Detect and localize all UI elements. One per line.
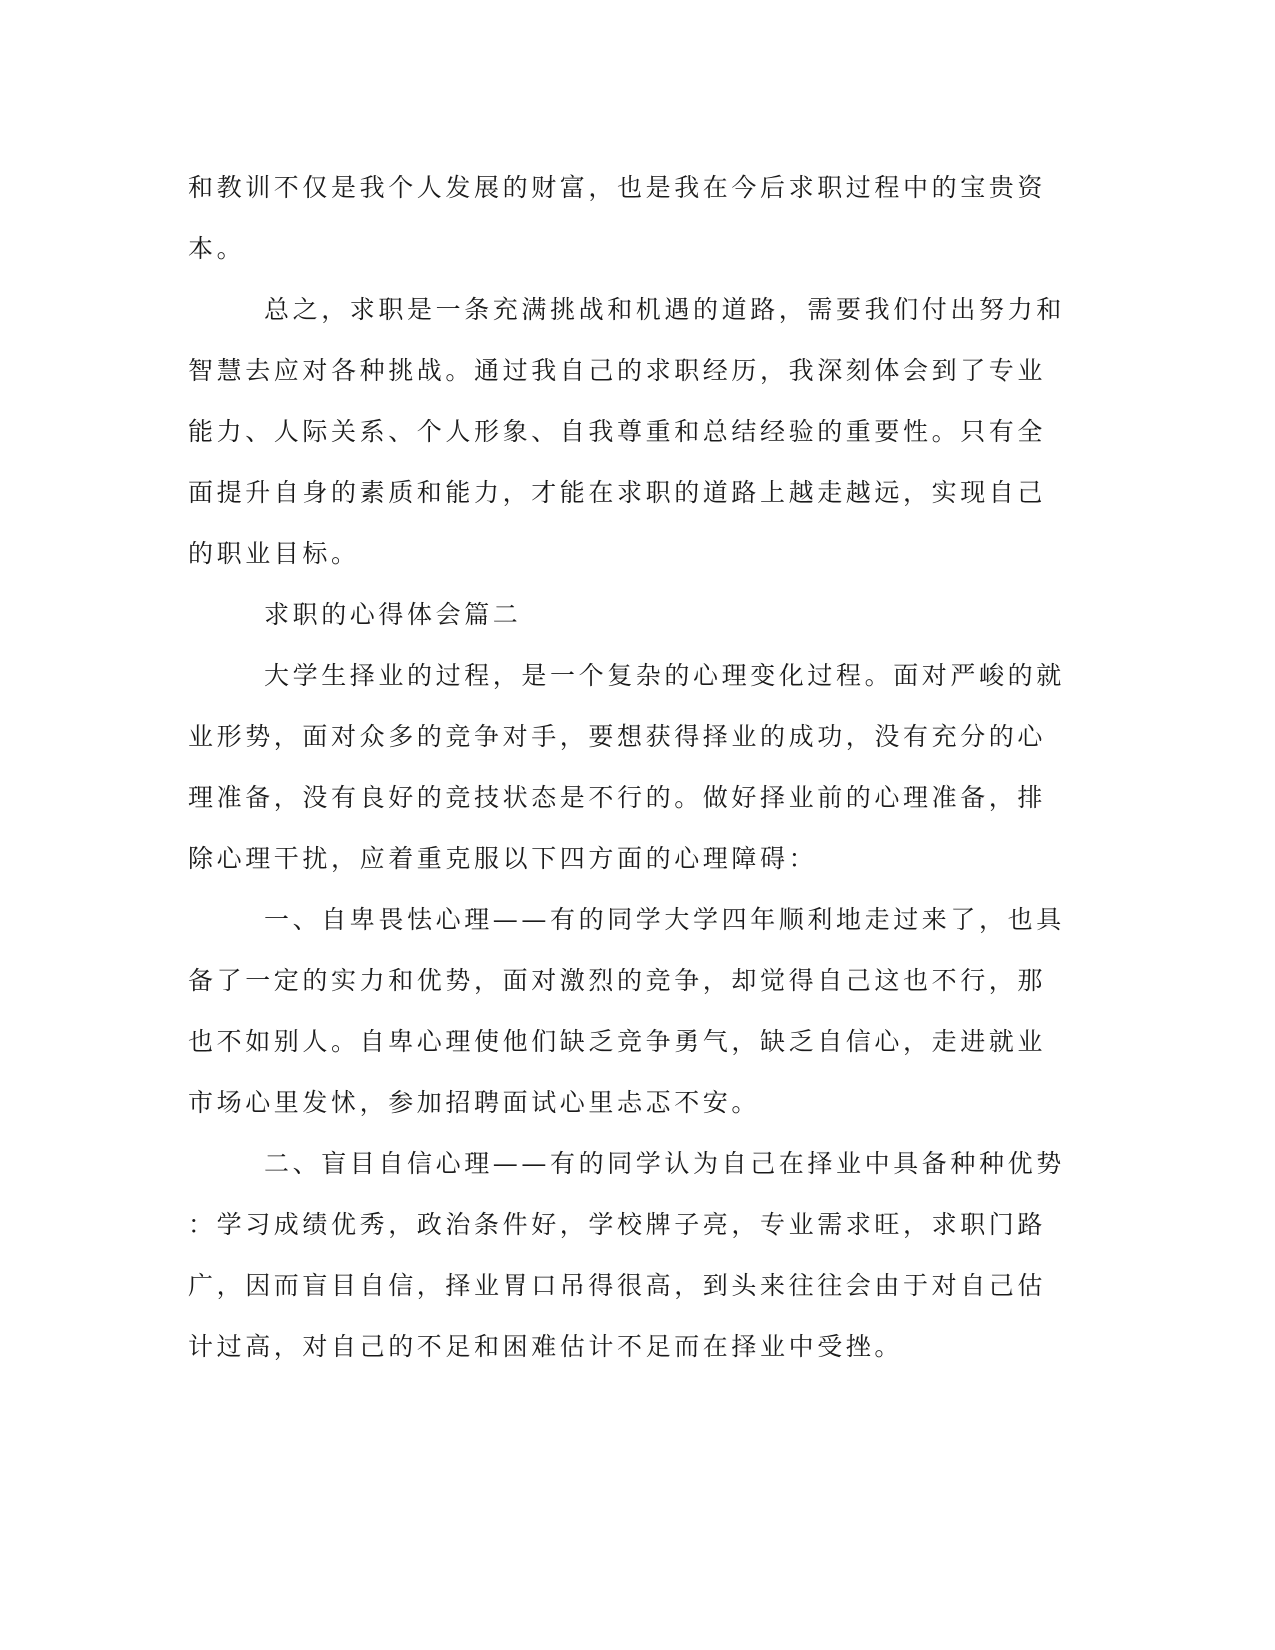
text-line: 备了一定的实力和优势，面对激烈的竞争，却觉得自己这也不行，那	[188, 966, 1047, 995]
text-line: 的职业目标。	[188, 539, 360, 568]
text-line: 面提升自身的素质和能力，才能在求职的道路上越走越远，实现自己	[188, 478, 1047, 507]
text-line: 和教训不仅是我个人发展的财富，也是我在今后求职过程中的宝贵资	[188, 173, 1047, 202]
paragraph-start-line: 一、自卑畏怯心理——有的同学大学四年顺利地走过来了，也具	[264, 905, 1065, 934]
text-line: 业形势，面对众多的竞争对手，要想获得择业的成功，没有充分的心	[188, 722, 1047, 751]
text-line: 广，因而盲目自信，择业胃口吊得很高，到头来往往会由于对自己估	[188, 1271, 1047, 1300]
text-line: 智慧去应对各种挑战。通过我自己的求职经历，我深刻体会到了专业	[188, 356, 1047, 385]
paragraph-start-line: 大学生择业的过程，是一个复杂的心理变化过程。面对严峻的就	[264, 661, 1065, 690]
paragraph-start-line: 总之，求职是一条充满挑战和机遇的道路，需要我们付出努力和	[264, 295, 1065, 324]
text-line: 能力、人际关系、个人形象、自我尊重和总结经验的重要性。只有全	[188, 417, 1047, 446]
section-heading: 求职的心得体会篇二	[264, 600, 522, 629]
text-line: 计过高，对自己的不足和困难估计不足而在择业中受挫。	[188, 1332, 904, 1361]
text-line: 理准备，没有良好的竞技状态是不行的。做好择业前的心理准备，排	[188, 783, 1047, 812]
text-line: 除心理干扰，应着重克服以下四方面的心理障碍：	[188, 844, 818, 873]
text-line: ：学习成绩优秀，政治条件好，学校牌子亮，专业需求旺，求职门路	[188, 1210, 1047, 1239]
text-line: 市场心里发怵，参加招聘面试心里忐忑不安。	[188, 1088, 761, 1117]
text-line: 也不如别人。自卑心理使他们缺乏竞争勇气，缺乏自信心，走进就业	[188, 1027, 1047, 1056]
text-line: 本。	[188, 234, 246, 263]
document-body	[188, 157, 1068, 1377]
paragraph-start-line: 二、盲目自信心理——有的同学认为自己在择业中具备种种优势	[264, 1149, 1065, 1178]
